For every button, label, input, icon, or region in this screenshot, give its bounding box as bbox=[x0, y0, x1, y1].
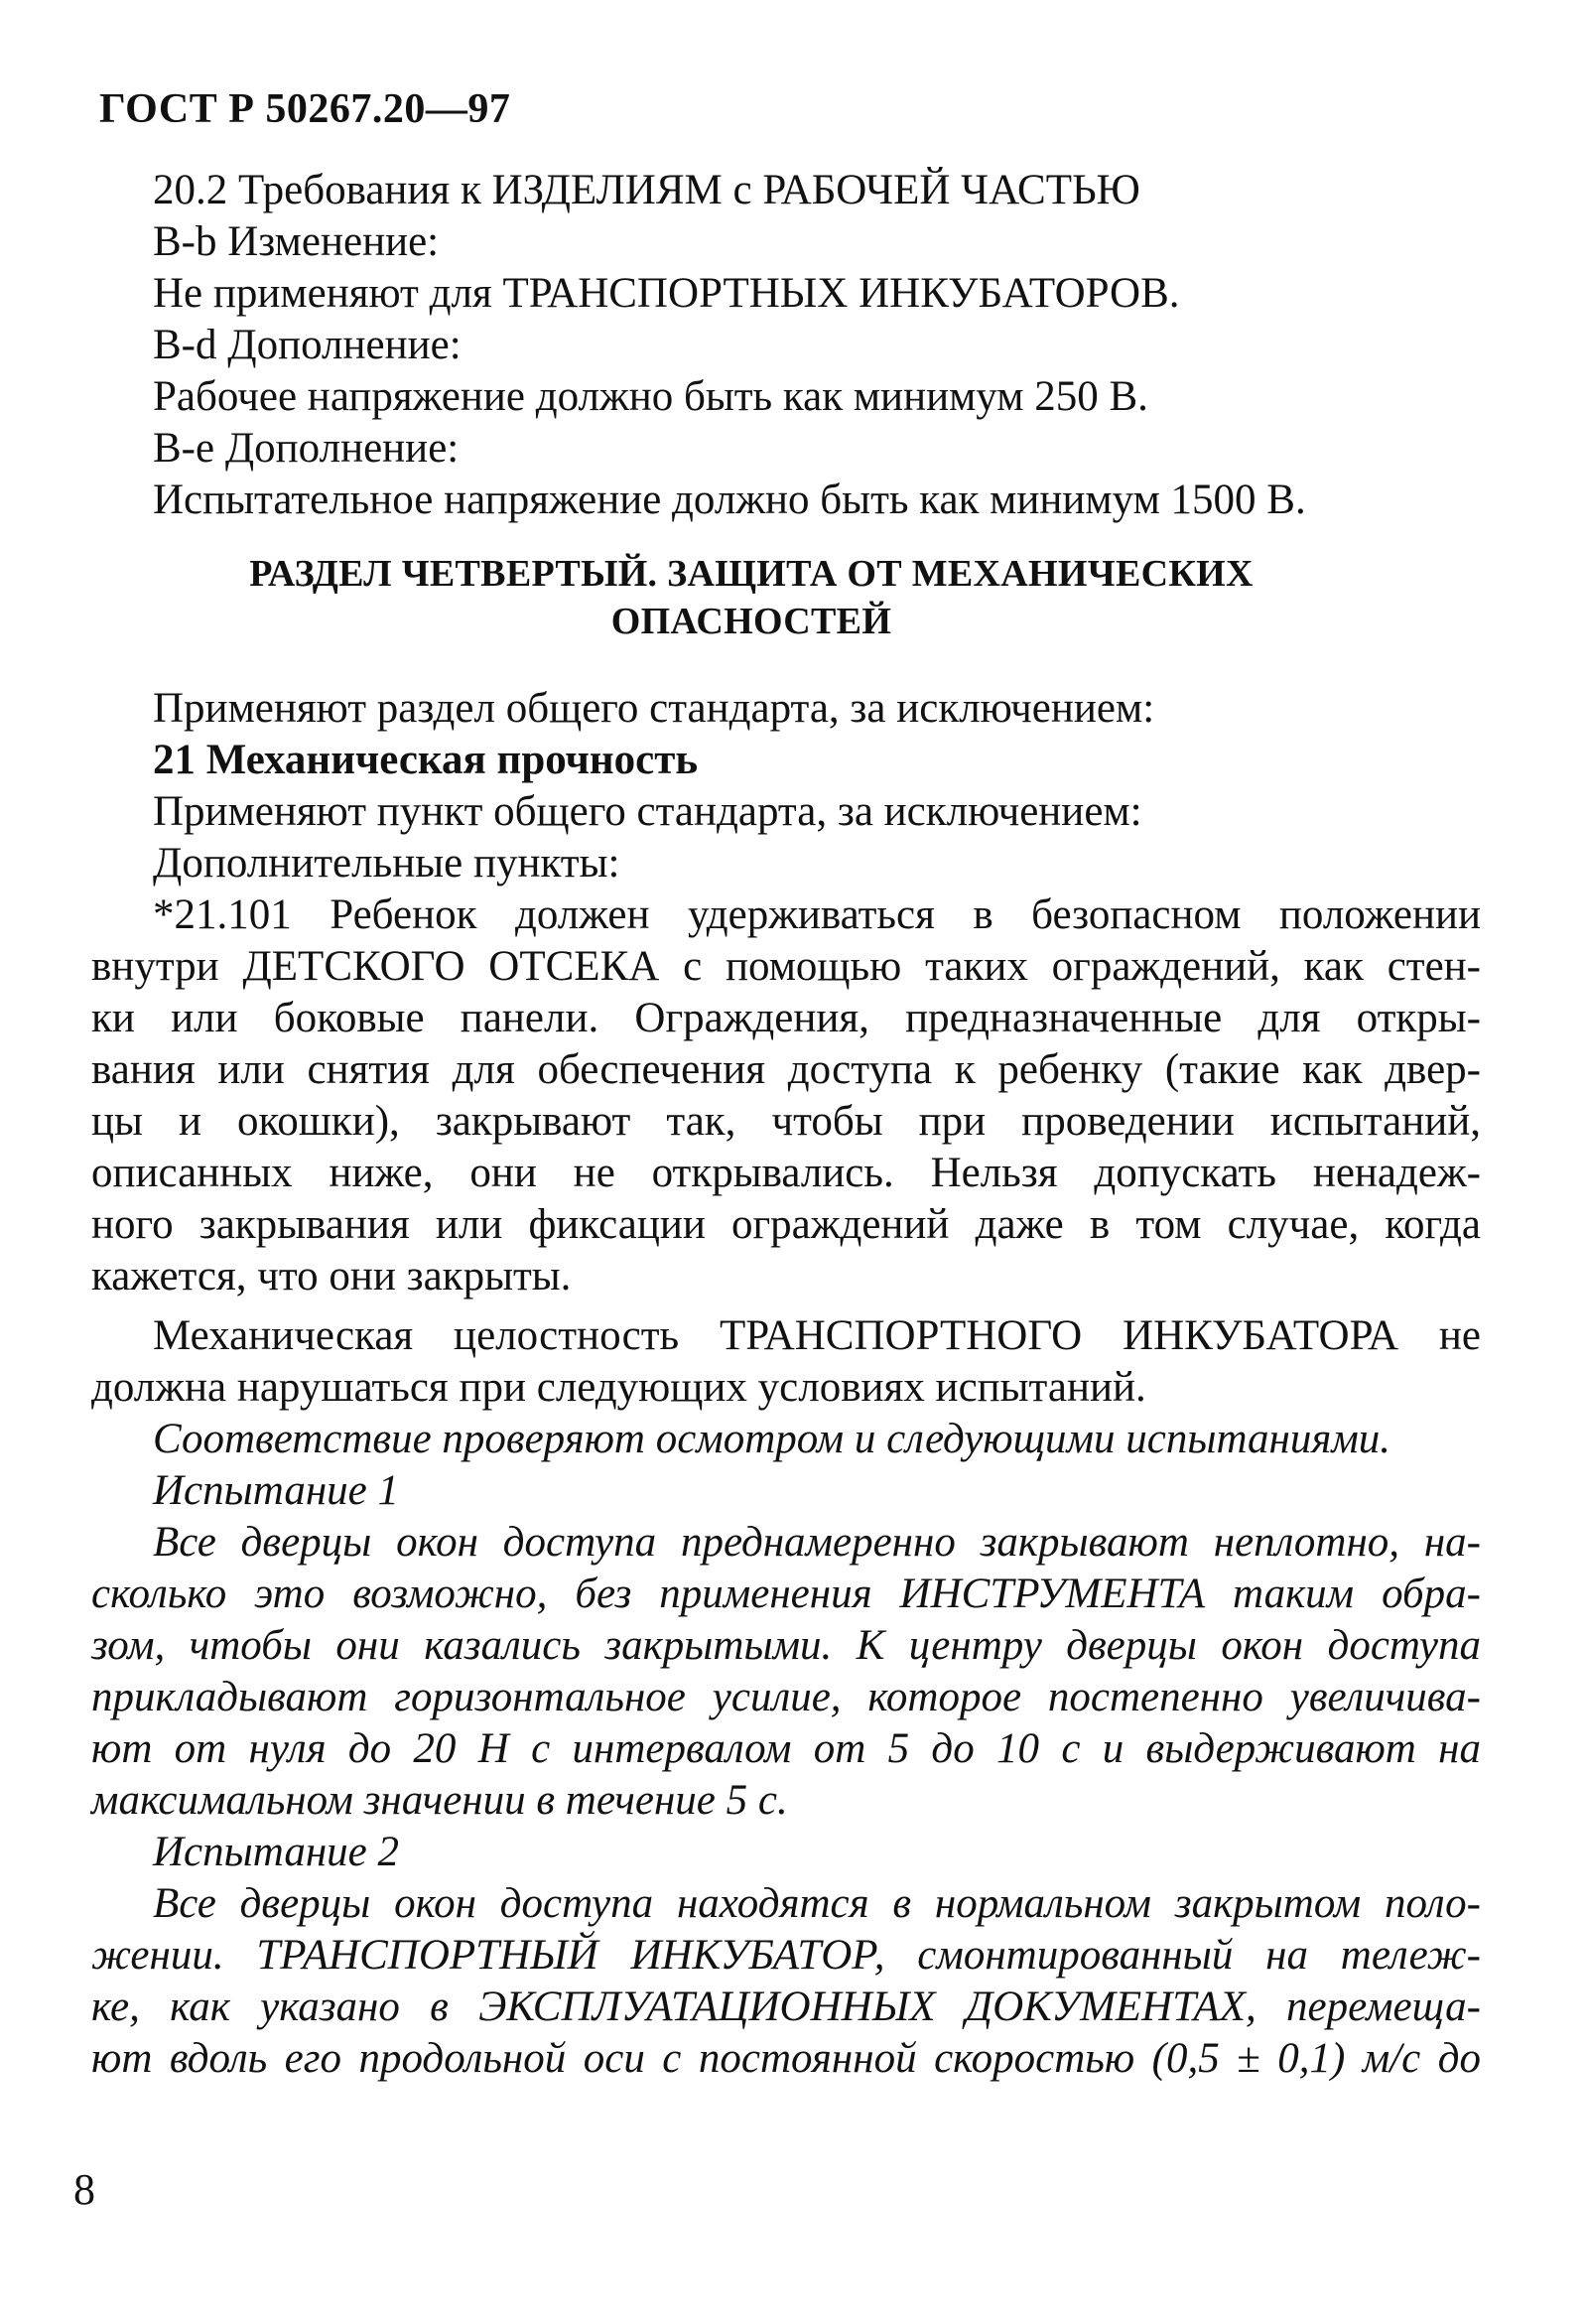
paragraph-line: ки или боковые панели. Ограждения, предназначенные для откры- bbox=[91, 995, 1481, 1041]
part-four-heading bbox=[91, 550, 1481, 645]
test-1-text bbox=[91, 1517, 1481, 1827]
paragraph-line: вания или снятия для обеспечения доступа к ребенку (такие как двер- bbox=[91, 1046, 1481, 1093]
clause-21-additional: Дополнительные пункты: bbox=[153, 840, 620, 887]
section-20-2-item: B-b Изменение: bbox=[153, 218, 440, 265]
part-four-heading-line: ОПАСНОСТЕЙ bbox=[610, 601, 892, 642]
document-body bbox=[91, 165, 1481, 2085]
clause-21-intro: Применяют пункт общего стандарта, за исключением: bbox=[153, 788, 1142, 835]
paragraph-line: зом, чтобы они казались закрытыми. К центру дверцы окон доступа bbox=[91, 1622, 1481, 1669]
paragraph-line: ке, как указано в ЭКСПЛУАТАЦИОННЫХ ДОКУМЕНТАХ, перемеща- bbox=[91, 1983, 1481, 2030]
paragraph-21-101 bbox=[91, 889, 1481, 1302]
section-20-2-item: Рабочее напряжение должно быть как минимум 250 В. bbox=[153, 373, 1148, 420]
paragraph-line: жении. ТРАНСПОРТНЫЙ ИНКУБАТОР, смонтированный на тележ- bbox=[91, 1932, 1481, 1979]
paragraph-line: прикладывают горизонтальное усилие, которое постепенно увеличива- bbox=[91, 1674, 1481, 1720]
part-four-intro: Применяют раздел общего стандарта, за исключением: bbox=[153, 685, 1155, 732]
paragraph-line: внутри ДЕТСКОГО ОТСЕКА с помощью таких ограждений, как стен- bbox=[91, 943, 1481, 990]
page-number: 8 bbox=[73, 2165, 95, 2214]
paragraph-line: ного закрывания или фиксации ограждений даже в том случае, когда bbox=[91, 1201, 1481, 1248]
paragraph-integrity bbox=[91, 1310, 1481, 1414]
paragraph-line: цы и окошки), закрывают так, чтобы при проведении испытаний, bbox=[91, 1098, 1481, 1145]
document-code-header: ГОСТ Р 50267.20—97 bbox=[99, 86, 511, 132]
paragraph-line: *21.101 Ребенок должен удерживаться в безопасном положении bbox=[153, 891, 1481, 938]
section-20-2-item: B-e Дополнение: bbox=[153, 425, 460, 472]
paragraph-line: описанных ниже, они не открывались. Нельзя допускать ненадеж- bbox=[91, 1150, 1481, 1196]
test-2-text bbox=[91, 1878, 1481, 2085]
test-1-title: Испытание 1 bbox=[153, 1467, 400, 1514]
paragraph-line: максимальном значении в течение 5 с. bbox=[91, 1777, 788, 1824]
section-20-2-item: Не применяют для ТРАНСПОРТНЫХ ИНКУБАТОРОВ. bbox=[153, 270, 1180, 317]
paragraph-line: сколько это возможно, без применения ИНСТРУМЕНТА таким обра- bbox=[91, 1571, 1481, 1617]
paragraph-line: должна нарушаться при следующих условиях испытаний. bbox=[91, 1364, 1146, 1411]
paragraph-line: Все дверцы окон доступа преднамеренно закрывают неплотно, на- bbox=[153, 1519, 1481, 1566]
clause-21-title: 21 Механическая прочность bbox=[153, 737, 699, 783]
paragraph-line: Все дверцы окон доступа находятся в нормальном закрытом поло- bbox=[153, 1880, 1481, 1927]
test-2-title: Испытание 2 bbox=[153, 1829, 400, 1875]
section-20-2-item: Испытательное напряжение должно быть как минимум 1500 В. bbox=[153, 477, 1306, 523]
paragraph-line: ют вдоль его продольной оси с постоянной скоростью (0,5 ± 0,1) м/с до bbox=[91, 2035, 1481, 2082]
paragraph-line: кажется, что они закрыты. bbox=[91, 1253, 572, 1299]
paragraph-line: Механическая целостность ТРАНСПОРТНОГО ИНКУБАТОРА не bbox=[153, 1312, 1481, 1359]
section-20-2-item: B-d Дополнение: bbox=[153, 322, 462, 368]
section-20-2-title: 20.2 Требования к ИЗДЕЛИЯМ с РАБОЧЕЙ ЧАСТЬЮ bbox=[153, 167, 1140, 213]
paragraph-line: ют от нуля до 20 Н с интервалом от 5 до 10 с и выдерживают на bbox=[91, 1725, 1481, 1772]
part-four-heading-line: РАЗДЕЛ ЧЕТВЕРТЫЙ. ЗАЩИТА ОТ МЕХАНИЧЕСКИХ bbox=[249, 553, 1254, 595]
compliance-statement: Соответствие проверяют осмотром и следующими испытаниями. bbox=[153, 1416, 1391, 1462]
